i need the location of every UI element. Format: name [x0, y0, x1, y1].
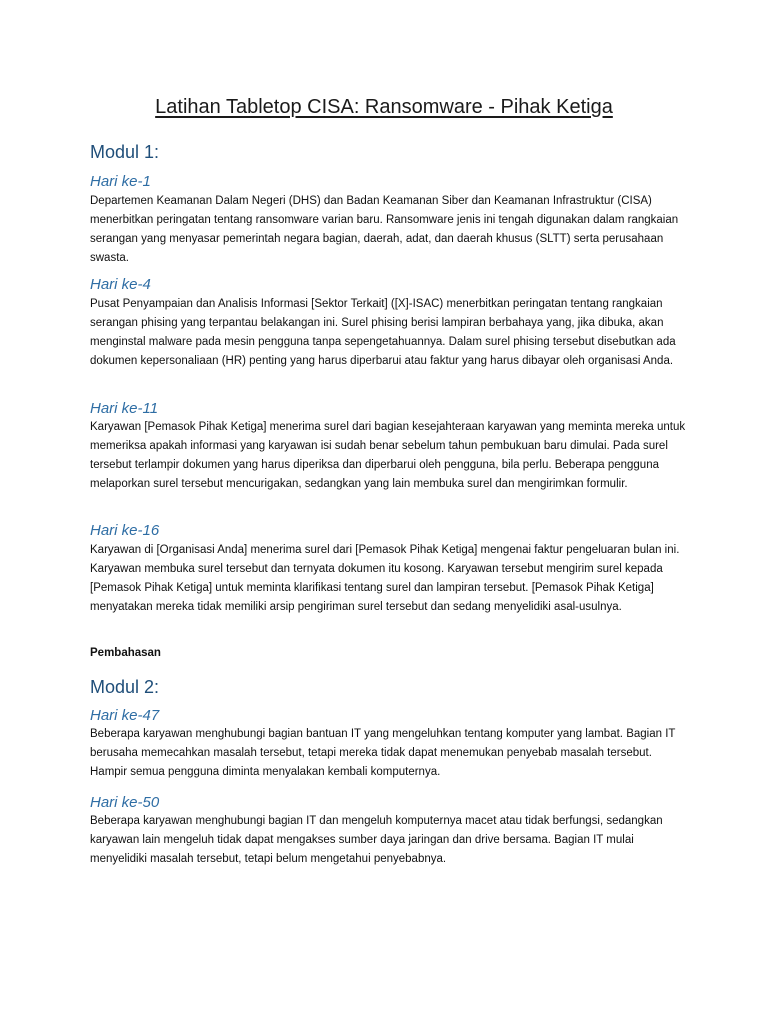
day-50-paragraph: Beberapa karyawan menghubungi bagian IT dan mengeluh komputernya macet atau tidak berfungsi, sedangkan karyawan lain mengeluh tidak dapat mengakses sumber daya jaringan dan drive bersama. Bagian IT mulai menyelidiki masalah tersebut, tetapi belum mengetahui penyebabnya. — [90, 815, 663, 865]
module-2-heading: Modul 2: — [90, 677, 160, 697]
day-16-heading: Hari ke-16 — [90, 522, 160, 539]
discussion-label: Pembahasan — [90, 647, 161, 659]
day-1-paragraph: Departemen Keamanan Dalam Negeri (DHS) dan Badan Keamanan Siber dan Keamanan Infrastruktur (CISA) menerbitkan peringatan tentang ransomware varian baru. Ransomware jenis ini tengah digunakan dalam rangkaian serangan yang menyasar pemerintah negara bagian, daerah, adat, dan daerah khusus (SLTT) serta perusahaan swasta. — [90, 195, 679, 264]
day-11-heading: Hari ke-11 — [90, 400, 159, 417]
day-1-heading: Hari ke-1 — [90, 173, 151, 190]
day-11-paragraph: Karyawan [Pemasok Pihak Ketiga] menerima surel dari bagian kesejahteraan karyawan yang meminta mereka untuk memeriksa apakah informasi yang karyawan isi sudah benar sebelum tahun pembukuan baru dimulai. Pada surel tersebut terlampir dokumen yang harus diperiksa dan diperbarui oleh pengguna, bila perlu. Beberapa pengguna melaporkan surel tersebut mencurigakan, sedangkan yang lain membuka surel dan mengirimkan formulir. — [90, 421, 686, 490]
day-47-heading: Hari ke-47 — [90, 707, 160, 724]
day-4-paragraph: Pusat Penyampaian dan Analisis Informasi [Sektor Terkait] ([X]-ISAC) menerbitkan peringatan tentang rangkaian serangan phising yang terpantau belakangan ini. Surel phising berisi lampiran berbahaya yang, jika dibuka, akan menginstal malware pada mesin pengguna tanpa sepengetahuannya. Dalam surel phising tersebut disebutkan ada dokumen kepersonaliaan (HR) penting yang harus diperbarui atau faktur yang harus dibayar oleh organisasi Anda. — [90, 298, 676, 367]
day-4-heading: Hari ke-4 — [90, 276, 151, 293]
day-50-heading: Hari ke-50 — [90, 794, 160, 811]
module-1-heading: Modul 1: — [90, 142, 160, 162]
day-16-paragraph: Karyawan di [Organisasi Anda] menerima surel dari [Pemasok Pihak Ketiga] mengenai faktur pengeluaran bulan ini. Karyawan membuka surel tersebut dan ternyata dokumen itu kosong. Karyawan tersebut mengirim surel kepada [Pemasok Pihak Ketiga] untuk meminta klarifikasi tentang surel dan lampiran tersebut. [Pemasok Pihak Ketiga] menyatakan mereka tidak memiliki arsip pengiriman surel tersebut dan sedang menyelidiki asal-usulnya. — [90, 544, 680, 613]
day-47-paragraph: Beberapa karyawan menghubungi bagian bantuan IT yang mengeluhkan tentang komputer yang lambat. Bagian IT berusaha memecahkan masalah tersebut, tetapi mereka tidak dapat menemukan penyebab masalah tersebut. Hampir semua pengguna diminta menyalakan kembali komputernya. — [90, 728, 676, 778]
document-title: Latihan Tabletop CISA: Ransomware - Pihak Ketiga — [155, 96, 613, 118]
